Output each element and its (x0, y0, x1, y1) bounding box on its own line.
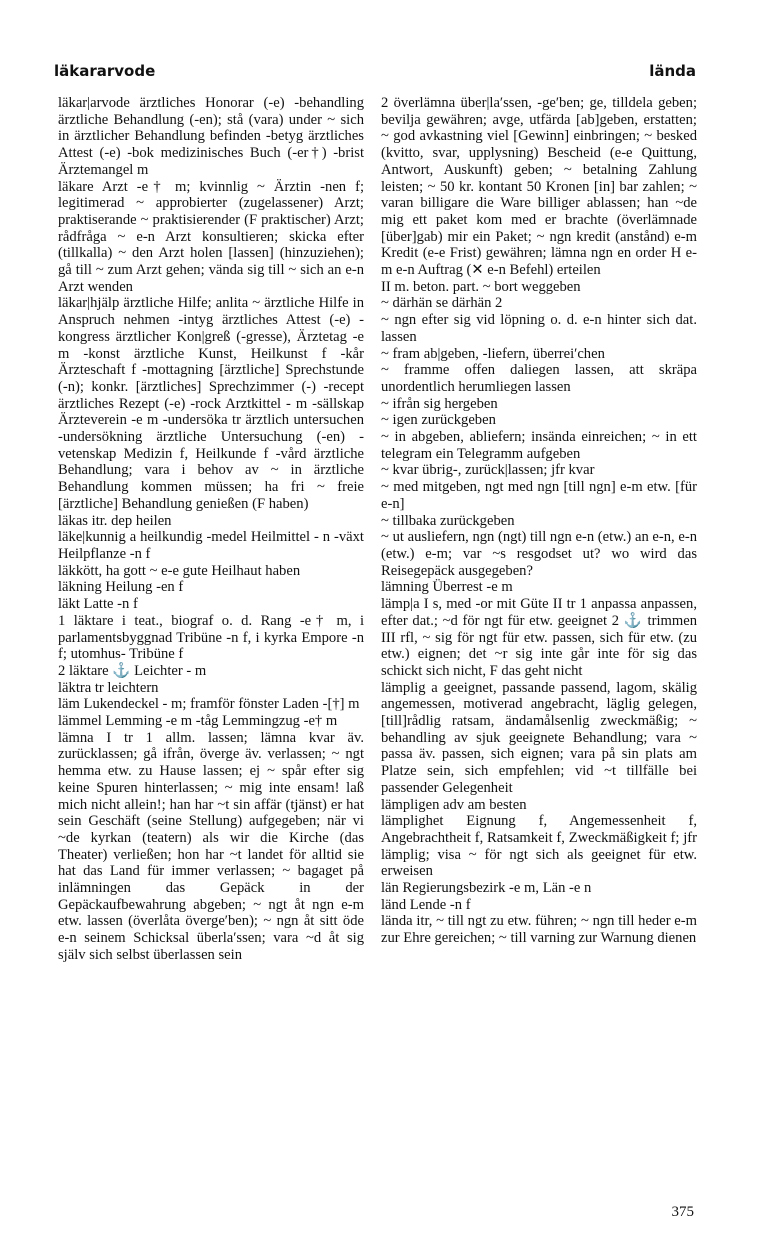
entry-lamplighet: lämplighet Eignung f, Angemessenheit f, Angebrachtheit f, Ratsamkeit f, Zweckmäßigkeit f; jfr lämplig; visa ~ för ngt sich als geeignet für etw. erweisen (381, 813, 697, 880)
entry-lakar-arvode: läkar|arvode ärztliches Honorar (-e) -behandling ärztliche Behandlung (-en); stå (vara) under ~ sich in ärztlicher Behandlung befinden -betyg ärztliches Attest (-e) -bok medizinisches Buch (-er†) -brist Ärztemangel m (58, 95, 364, 178)
entry-lamna-ut: ~ ut ausliefern, ngn (ngt) till ngn e-n (etw.) an e-n, e-n (etw.) e-m; var ~s resgodset ut? wo wird das Reisegepäck ausgegeben? (381, 529, 697, 579)
right-column (381, 95, 697, 947)
entry-lake-kunnig: läke|kunnig a heilkundig -medel Heilmittel - n -växt Heilpflanze -n f (58, 529, 364, 562)
entry-lamna-in: ~ in abgeben, abliefern; insända einreichen; ~ in ett telegram ein Telegramm aufgeben (381, 429, 697, 462)
entry-lamna-med: ~ med mitgeben, ngt med ngn [till ngn] e-m etw. [für e-n] (381, 479, 697, 512)
entry-land: länd Lende -n f (381, 896, 471, 913)
entry-1-laktare: 1 läktare i teat., biograf o. d. Rang -e† m, i parlamentsbyggnad Tribüne -n f, i kyrka Empore -n f; utomhus- Tribüne f (58, 612, 364, 663)
entry-lakt: läkt Latte -n f (58, 596, 138, 613)
entry-landa: lända itr, ~ till ngt zu etw. führen; ~ ngn till heder e-m zur Ehre gereichen; ~ till varning zur Warnung dienen (381, 913, 697, 947)
entry-lamna-ii: II m. beton. part. ~ bort weggeben (381, 278, 581, 295)
entry-lakning: läkning Heilung -en f (58, 579, 184, 596)
entry-laktra: läktra tr leichtern (58, 679, 159, 696)
left-column (58, 95, 364, 964)
entry-lakar-hjalp: läkar|hjälp ärztliche Hilfe; anlita ~ ärztliche Hilfe in Anspruch nehmen -intyg ärztliches Attest (-e) -kongress ärztlicher Kon|greß (-gresse), Ärztetag -e m -konst ärztliche Kunst, Heilkunst f -kår Ärzteschaft f -mottagning [ärztliche] Sprechstunde (-n); konkr. [ärztliches] Sprechzimmer (-) -recept ärztliches Rezept (-e) -rock Arztkittel - m -sällskap Ärzteverein -e m -undersöka tr ärztlich untersuchen -undersökning ärztliche Untersuchung (-en) -vetenskap Medizin f, Heilkunde f -vård ärztliche Behandlung; vara i behov av ~ in ärztliche Behandlung kommen müssen; ha fri ~ freie [ärztliche] Behandlung genießen (F haben) (58, 295, 364, 512)
running-header-left: läkararvode (54, 62, 156, 80)
entry-lakkott: läkkött, ha gott ~ e-e gute Heilhaut haben (58, 562, 301, 579)
entry-lamplig: lämplig a geeignet, passande passend, lagom, skälig angemessen, motiverad angebracht, läglig gelegen, [till]rådlig ratsam, ändamålsenlig zweckmäßig; ~ behandling av sjuk geeignete Behandlung; vara ~ passa äv. passen, sich eignen; vara på sin plats am Platze sein, sich empfehlen; vid ~t tillfälle bei passender Gelegenheit (381, 679, 697, 796)
page-number: 375 (671, 1204, 694, 1220)
entry-lamning: lämning Überrest -e m (381, 579, 513, 596)
entry-lam: läm Lukendeckel - m; framför fönster Laden -[†] m (58, 696, 360, 713)
entry-lamna-kvar: ~ kvar übrig-, zurück|lassen; jfr kvar (381, 462, 595, 479)
entry-lakas: läkas itr. dep heilen (58, 512, 172, 529)
entry-lamna-framme: ~ framme offen daliegen lassen, att skräpa unordentlich herumliegen lassen (381, 362, 697, 395)
entry-lampligen: lämpligen adv am besten (381, 796, 527, 813)
entry-lammel: lämmel Lemming -e m -tåg Lemmingzug -e† m (58, 713, 338, 730)
entry-lan: län Regierungsbezirk -e m, Län -e n (381, 880, 592, 897)
entry-lakare: läkare Arzt -e† m; kvinnlig ~ Ärztin -nen f; legitimerad ~ approbierter (zugelassener) Arzt; praktiserande ~ praktisierender (F praktischer) Arzt; rådfråga ~ e-n Arzt konsultieren; skicka efter (tillkalla) ~ den Arzt holen [lassen] (hinzuziehen); gå till ~ zum Arzt gehen; vända sig till ~ sich an e-n Arzt wenden (58, 178, 364, 295)
entry-lamna-igen: ~ igen zurückgeben (381, 412, 496, 429)
entry-lamna-fram: ~ fram ab|geben, -liefern, überrei′chen (381, 345, 605, 362)
entry-lamna: lämna I tr 1 allm. lassen; lämna kvar äv. zurücklassen; gå ifrån, överge äv. verlassen; ~ ngt hemma etw. zu Hause lassen; ej ~ spår efter sig keine Spuren hinterlassen; ~ mig inte ensam! laß mich nicht allein!; han har ~t sin affär (tjänst) er hat sein Geschäft (seine Stellung) aufgegeben; när vi ~de kyrkan (teatern) als wir die Kirche (das Theater) verließen; hon har ~t landet för alltid sie hat das Land für immer verlassen; ~ bagaget på inlämningen das Gepäck in der Gepäckaufbewahrung abgeben; ~ ngt åt ngn e-m etw. lassen (överlåta överge′ben); ~ ngn åt sitt öde e-n seinem Schicksal überla′ssen; vara ~d åt sig själv sich selbst überlassen sein (58, 729, 364, 963)
entry-lamna-efter: ~ ngn efter sig vid löpning o. d. e-n hinter sich dat. lassen (381, 312, 697, 345)
entry-lamna-2: 2 överlämna über|la′ssen, -ge′ben; ge, tilldela geben; bevilja gewähren; avge, utfärda [ab]geben, erstatten; ~ god avkastning viel [Gewinn] einbringen; ~ besked (kvitto, svar, upplysning) Bescheid (e-e Quittung, Antwort, Auskunft) geben; ~ betalning Zahlung leisten; ~ 50 kr. kontant 50 Kronen [in] bar zahlen; ~ varan billigare die Ware billiger ablassen; han ~de mig ett paket kom med er brachte (överlämnade [über]gab) mir ein Paket; ~ ngn kredit (anstånd) e-m Kredit (e-e Frist) gewähren; lämna ngn en order H e-m e-n Auftrag (✕ e-n Befehl) erteilen (381, 95, 697, 279)
entry-2-laktare: 2 läktare ⚓ Leichter - m (58, 662, 207, 679)
entry-lamna-darhan: ~ därhän se därhän 2 (381, 295, 503, 312)
running-header-right: lända (649, 62, 696, 80)
entry-lamna-ifran: ~ ifrån sig hergeben (381, 395, 498, 412)
entry-lampa: lämp|a I s, med -or mit Güte II tr 1 anpassa anpassen, efter dat.; ~d för ngt für etw. geeignet 2 ⚓ trimmen III rfl, ~ sig för ngt für etw. passen, sich für etw. (zu etw.) eignen; det ~r sig inte går inte för sig das schickt sich nicht, F das geht nicht (381, 596, 697, 679)
entry-lamna-tillbaka: ~ tillbaka zurückgeben (381, 512, 515, 529)
